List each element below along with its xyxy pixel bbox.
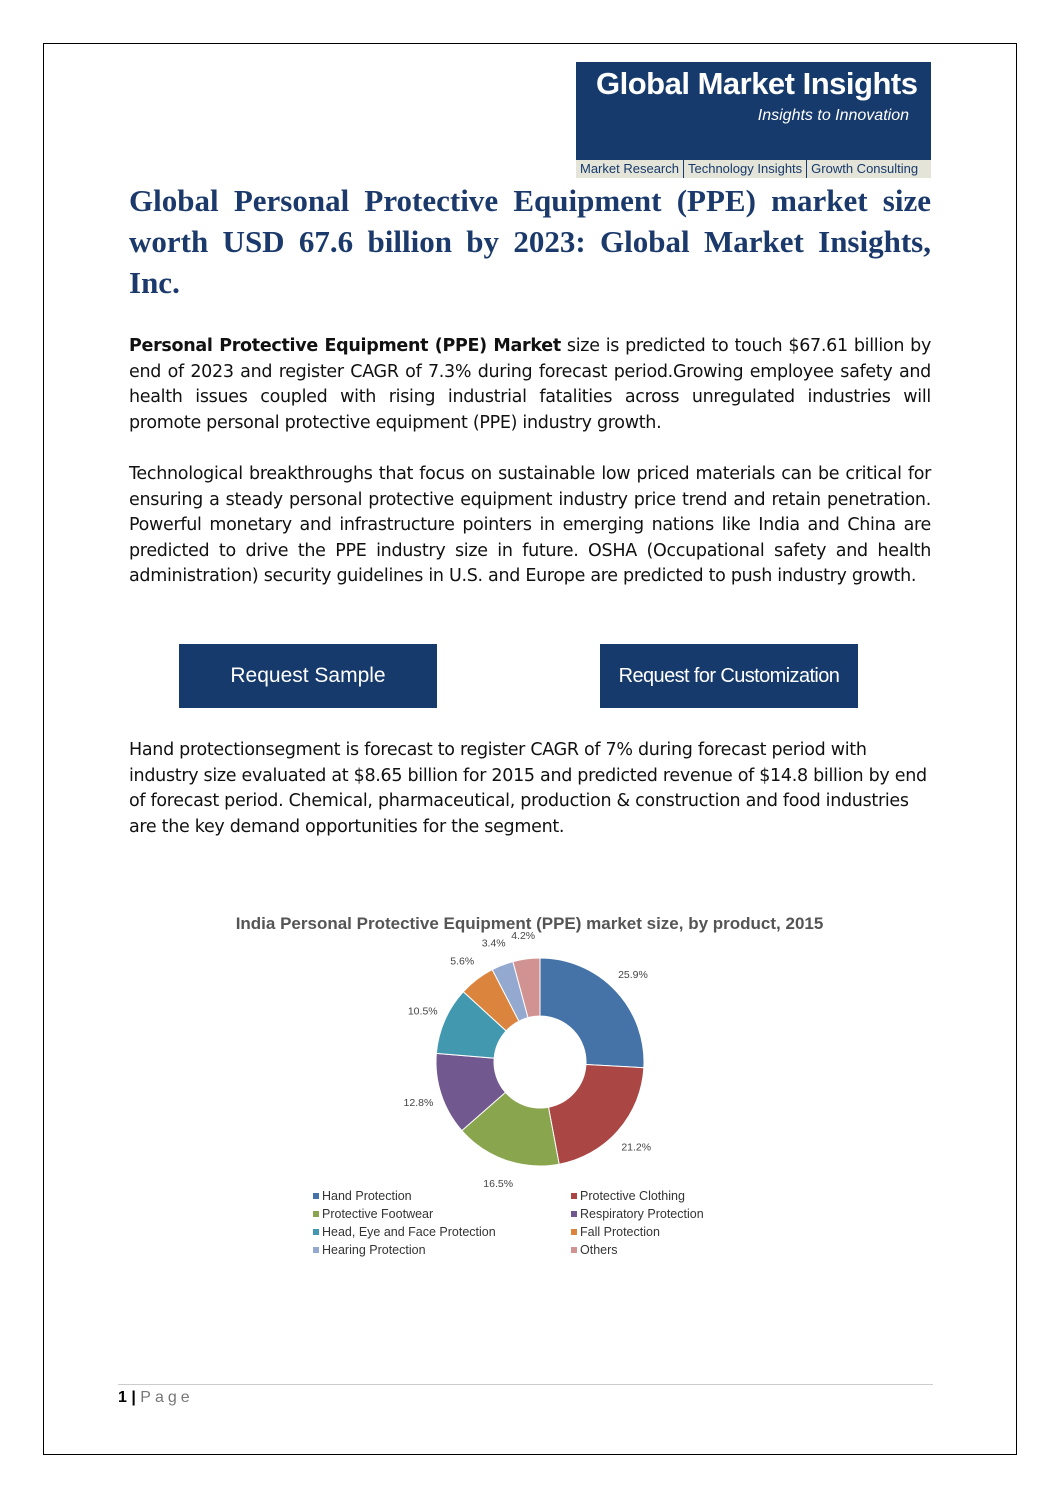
market-name: Personal Protective Equipment (PPE) Market: [129, 336, 561, 356]
gmi-logo: [576, 62, 931, 178]
legend-item: [313, 1207, 571, 1221]
legend-swatch: [571, 1193, 577, 1199]
legend-item: [313, 1189, 571, 1203]
legend-swatch: [313, 1247, 319, 1253]
legend-item: [571, 1225, 731, 1239]
data-label: 16.5%: [483, 1177, 514, 1190]
page-title: Global Personal Protective Equipment (PPE) market size worth USD 67.6 billion by 2023: Global Market Insights, Inc.: [129, 183, 931, 300]
legend-item: [313, 1243, 571, 1257]
page-word: Page: [140, 1389, 194, 1406]
page-number: 1: [118, 1389, 127, 1406]
legend-swatch: [571, 1229, 577, 1235]
legend-swatch: [313, 1193, 319, 1199]
paragraph-1: [129, 334, 931, 436]
legend-item: [571, 1189, 731, 1203]
legend-label: Protective Clothing: [580, 1189, 685, 1203]
chart-title: India Personal Protective Equipment (PPE) market size, by product, 2015: [235, 914, 824, 933]
logo-link-growth-consulting: Growth Consulting: [811, 161, 919, 176]
legend-swatch: [571, 1211, 577, 1217]
legend-label: Hand Protection: [322, 1189, 412, 1203]
legend-label: Hearing Protection: [322, 1243, 426, 1257]
paragraph-2: Technological breakthroughs that focus on sustainable low priced materials can be critical for ensuring a steady personal protective equipment industry price trend and retain penetration. Powerful monetary and infrastructure pointers in emerging nations like India and China are predicted to drive the PPE industry size in future. OSHA (Occupational safety and health administration) security guidelines in U.S. and Europe are predicted to push industry growth.: [129, 464, 931, 586]
donut-chart: [380, 930, 700, 1190]
legend-label: Protective Footwear: [322, 1207, 434, 1221]
legend-item: [313, 1225, 571, 1239]
page-footer: [118, 1389, 194, 1407]
paragraph-3: Hand protectionsegment is forecast to register CAGR of 7% during forecast period with industry size evaluated at $8.65 billion for 2015 and predicted revenue of $14.8 billion by end of forecast period. Chemical, pharmaceutical, production & construction and food industries are the key demand opportunities for the segment.: [129, 740, 927, 837]
legend-swatch: [571, 1247, 577, 1253]
paragraph-1-text: size is predicted to touch $67.61 billion by end of 2023 and register CAGR of 7.3% during forecast period.Growing employee safety and health issues coupled with rising industrial fatalities across unregulated industries will promote personal protective equipment (PPE) industry growth.: [129, 336, 932, 433]
data-label: 4.2%: [511, 930, 536, 943]
footer-separator: |: [131, 1389, 136, 1406]
logo-link-technology-insights: Technology Insights: [684, 160, 807, 178]
legend-label: Fall Protection: [580, 1225, 660, 1239]
request-sample-button[interactable]: Request Sample: [179, 644, 437, 708]
logo-link-market-research: Market Research: [576, 160, 684, 178]
legend-label: Others: [580, 1243, 618, 1257]
request-customization-button[interactable]: Request for Customization: [600, 644, 858, 708]
logo-name: Global Market Insights: [596, 66, 918, 101]
legend-label: Head, Eye and Face Protection: [322, 1225, 496, 1239]
footer-divider: [118, 1384, 933, 1385]
logo-tagline: Insights to Innovation: [757, 107, 909, 124]
legend-swatch: [313, 1229, 319, 1235]
data-label: 25.9%: [618, 969, 648, 982]
data-label: 5.6%: [450, 955, 475, 968]
legend-swatch: [313, 1211, 319, 1217]
legend-label: Respiratory Protection: [580, 1207, 704, 1221]
data-label: 21.2%: [621, 1141, 652, 1154]
data-label: 12.8%: [403, 1097, 434, 1110]
legend-item: [571, 1243, 731, 1257]
chart-legend: [313, 1189, 733, 1257]
legend-item: [571, 1207, 731, 1221]
data-label: 10.5%: [407, 1005, 438, 1018]
data-label: 3.4%: [481, 937, 506, 950]
